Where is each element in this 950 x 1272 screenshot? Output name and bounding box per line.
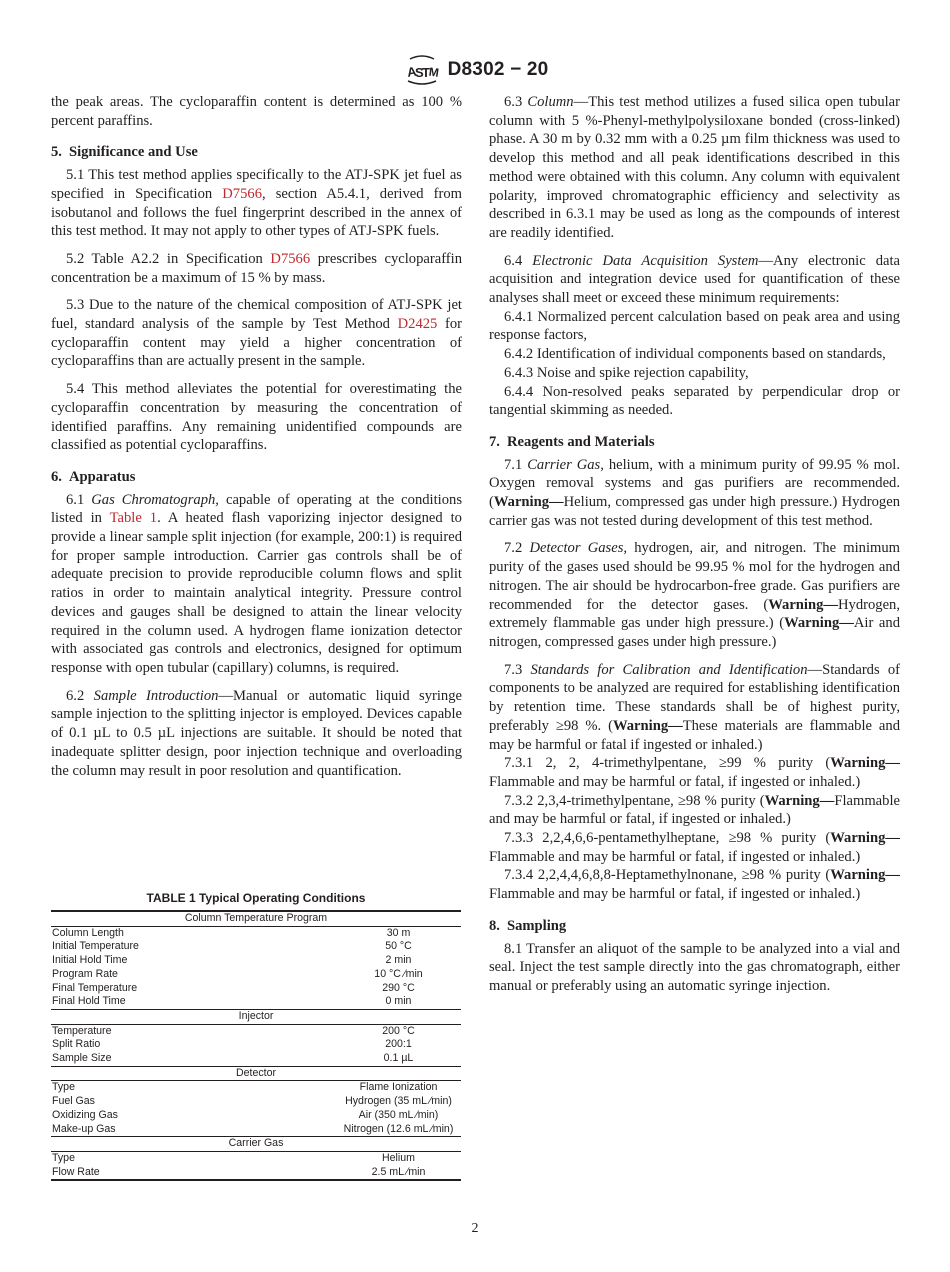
operating-conditions-table [51,910,461,1181]
paragraph-5-1: 5.1 This test method applies specifically to the ATJ-SPK jet fuel as specified in Specification D7566, section A5.4.1, derived from isobutanol and follows the fuel fingerprint described in the annex of this test method. It may not apply to other types of ATJ-SPK fuels. [51,167,462,240]
section-7-heading: 7. Reagents and Materials [489,433,655,450]
page-number: 2 [471,1221,479,1236]
paragraph-7-3-4: 7.3.4 2,2,4,4,6,8,8-Heptamethylnonane, ≥98 % purity (Warning—Flammable and may be harmful or fatal, if ingested or inhaled.) [489,867,900,903]
table-group-heading: Column Temperature Program [51,911,461,926]
astm-logo-icon [402,55,442,85]
paragraph-5-3: 5.3 Due to the nature of the chemical composition of ATJ-SPK jet fuel, standard analysis of the sample by Test Method D2425 for cycloparaffin content may yield a higher concentration of cycloparaffins than are actually present in the sample. [51,297,462,370]
link-d2425[interactable]: D2425 [397,316,438,333]
paragraph-6-4-4: 6.4.4 Non-resolved peaks separated by perpendicular drop or tangential skimming as needed. [489,383,900,419]
table-title: TABLE 1 Typical Operating Conditions [146,891,366,905]
table-row: Initial Hold Time 2 min [52,954,412,967]
table-row: Make-up Gas Nitrogen (12.6 mL ⁄min) [52,1122,454,1135]
table-row: Program Rate 10 °C ⁄min [52,967,423,980]
paragraph-7-1: 7.1 Carrier Gas, helium, with a minimum purity of 99.95 % mol. Oxygen removal systems and gas purifiers are recommended. (Warning—Helium, compressed gas under high pressure.) Hydrogen carrier gas was not tested during development of this test method. [489,456,901,529]
page-header [0,54,950,86]
svg-text:A: A [405,63,418,80]
section-8-heading: 8. Sampling [489,917,567,934]
table-group-heading: Detector [51,1066,461,1081]
svg-text:T: T [421,65,430,80]
left-column [51,93,462,780]
paragraph-8-1: 8.1 Transfer an aliquot of the sample to be analyzed into a vial and seal. Inject the test sample directly into the gas chromatograph, either manual or preferably using an automatic syringe injection. [489,940,900,994]
svg-text:S: S [414,65,424,80]
table-row: Column Length 30 m [52,926,411,939]
table-row: Type Flame Ionization [52,1081,438,1094]
document-designation: D8302 − 20 [447,59,549,80]
paragraph-6-4: 6.4 Electronic Data Acquisition System—Any electronic data acquisition and integration device used for quantification of these analyses shall meet or exceed these minimum requirements: [489,252,901,307]
link-d7566[interactable]: D7566 [222,185,262,202]
paragraph-6-1: 6.1 Gas Chromatograph, capable of operating at the conditions listed in Table 1. A heated flash vaporizing injector designed to provide a linear sample split injection (for example, 200:1) is required for proper sample introduction. Carrier gas controls shall be of adequate precision to provide reproducible column flows and split ratios in order to maintain analytical integrity. Pressure control devices and gauges shall be designed to attain the linear velocity required in the column used. A hydrogen flame ionization detector with associated gas controls and electronics, designed for optimum response with open tubular (capillary) columns, is required. [51,491,462,676]
right-column [489,93,900,996]
paragraph-6-3: 6.3 Column—This test method utilizes a fused silica open tubular column with 5 %-Phenyl-methylpolysiloxane bonded (cross-linked) phase. A 30 m by 0.32 mm with a 0.25 µm film thickness was used to develop this method and all peak identifications described in this method were obtained with this column. Any column with equivalent polarity, improved chromatographic efficiency and selectivity as described in 6.3.1 may be used as long as the compounds of interest are readily identified. [489,94,901,241]
table-row: Oxidizing Gas Air (350 mL ⁄min) [52,1108,439,1121]
paragraph-5-2: 5.2 Table A2.2 in Specification D7566 prescribes cycloparaffin concentration be a maximum of 15 % by mass. [51,250,463,286]
table-1 [51,890,461,1181]
table-row: Initial Temperature 50 °C [52,940,412,953]
table-row: Split Ratio 200:1 [52,1038,412,1051]
table-row: Temperature 200 °C [52,1024,415,1037]
paragraph-7-2: 7.2 Detector Gases, hydrogen, air, and nitrogen. The minimum purity of the gases used should be 99.95 % mol for the hydrogen and nitrogen. The air should be hydrocarbon-free grade. Gas purifiers are recommended for the detector gases. (Warning—Hydrogen, extremely flammable gas under high pressure.) (Warning—Air and nitrogen, compressed gases under high pressure.) [489,540,901,650]
table-group-heading: Carrier Gas [51,1137,461,1152]
svg-text:M: M [427,64,440,80]
intro-paragraph: the peak areas. The cycloparaffin content is determined as 100 % percent paraffins. [51,94,462,129]
table-row: Final Hold Time 0 min [52,995,412,1008]
section-5-heading: 5. Significance and Use [51,144,198,161]
table-group-heading: Injector [51,1009,461,1024]
paragraph-5-4: 5.4 This method alleviates the potential for overestimating the cycloparaffin concentration by measuring the concentration of identified paraffins. Any remaining unidentified compounds are classified as potential cycloparaffins. [51,381,462,454]
table-row: Sample Size 0.1 µL [52,1052,414,1065]
paragraph-6-4-2: 6.4.2 Identification of individual components based on standards, [504,346,886,363]
paragraph-6-4-3: 6.4.3 Noise and spike rejection capability, [504,364,749,381]
paragraph-7-3-2: 7.3.2 2,3,4-trimethylpentane, ≥98 % purity (Warning—Flammable and may be harmful or fatal, if ingested or inhaled.) [489,792,900,828]
table-row: Final Temperature 290 °C [52,981,415,994]
paragraph-7-3-1: 7.3.1 2, 2, 4-trimethylpentane, ≥99 % purity (Warning—Flammable and may be harmful or fatal, if ingested or inhaled.) [489,755,900,790]
paragraph-7-3-3: 7.3.3 2,2,4,6,6-pentamethylheptane, ≥98 % purity (Warning—Flammable and may be harmful or fatal, if ingested or inhaled.) [489,830,900,865]
paragraph-7-3: 7.3 Standards for Calibration and Identification—Standards of components to be analyzed are required for establishing identification by retention time. These standards shall be of highest purity, preferably ≥98 %. (Warning—These materials are flammable and may be harmful or fatal if ingested or inhaled.) [489,661,900,753]
table-row: Fuel Gas Hydrogen (35 mL ⁄min) [52,1095,452,1108]
paragraph-6-2: 6.2 Sample Introduction—Manual or automatic liquid syringe sample injection to the splitting injector is employed. Devices capable of 0.1 µL to 0.5 µL injections are suitable. It should be noted that inadequate splitter design, poor injection technique and overloading the column may result in poor resolution and quantification. [51,687,462,779]
table-row: Flow Rate 2.5 mL ⁄min [51,1166,461,1181]
link-d7566[interactable]: D7566 [270,250,311,267]
paragraph-6-4-1: 6.4.1 Normalized percent calculation based on peak area and using response factors, [489,308,900,344]
table-row: Type Helium [52,1151,415,1164]
link-table-1[interactable]: Table 1 [109,510,158,527]
section-6-heading: 6. Apparatus [51,468,136,485]
